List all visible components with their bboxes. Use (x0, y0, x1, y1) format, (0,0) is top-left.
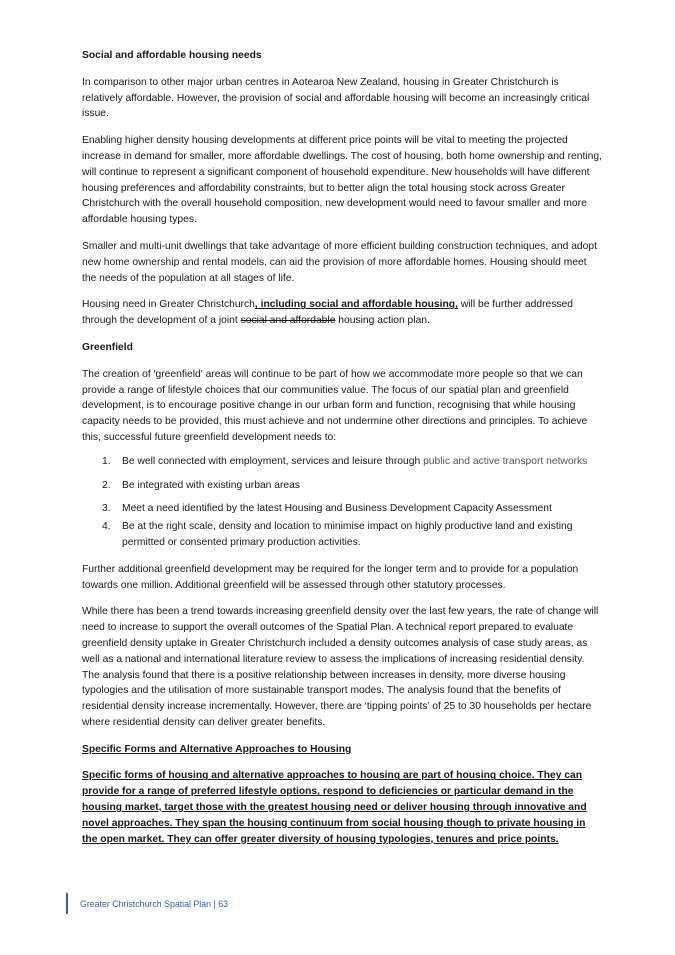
list-item (82, 478, 602, 494)
heading-greenfield: Greenfield (82, 341, 133, 353)
paragraph-social-1: In comparison to other major urban centres in Aotearoa New Zealand, housing in Greater Christchurch is relatively affordable. However, the provision of social and affordable housing will become an increasingly critical issue. (82, 76, 590, 120)
document-page (82, 48, 602, 847)
list-item (82, 519, 602, 551)
list-item (82, 454, 602, 470)
list-number: 4. (102, 521, 111, 533)
greenfield-requirements-list (82, 454, 602, 551)
paragraph-greenfield-intro: The creation of 'greenfield' areas will continue to be part of how we accommodate more people so that we can provide a range of lifestyle choices that our communities value. The focus of our spatial plan and greenfield development, is to encourage positive change in our urban form and function, recognising that while housing capacity needs to be provided, this must achieve and not undermine other directions and principles. To achieve this, successful future greenfield development needs to: (82, 368, 588, 443)
p4-text-c: housing action plan. (335, 315, 430, 327)
list-item (82, 501, 602, 517)
list-text: Be well connected with employment, services and leisure through (122, 455, 424, 467)
paragraph-greenfield-density: While there has been a trend towards increasing greenfield density over the last few years, the rate of change will need to increase to support the overall outcomes of the Spatial Plan. A technical report prepared to evaluate greenfield density uptake in Greater Christchurch included a density outcomes analysis of case study areas, as well as a national and international literature review to assess the implications of increasing residential density. The analysis found that there is a positive relationship between increases in density, more diverse housing typologies and the utilisation of more sustainable transport modes. The analysis found that the benefits of residential density increase incrementally. However, there are ‘tipping points’ of 25 to 30 households per hectare where residential density can deliver greater benefits. (82, 606, 599, 728)
list-number: 3. (102, 503, 111, 515)
paragraph-specific-forms: Specific forms of housing and alternative approaches to housing are part of housing choice. They can provide for a range of preferred lifestyle options, respond to deficiencies or particular demand in the housing market, target those with the greatest housing need or deliver housing through innovative and novel approaches. They span the housing continuum from social housing though to private housing in the open market. They can offer greater diversity of housing typologies, tenures and price points. (82, 770, 587, 845)
list-number: 1. (102, 455, 111, 467)
page-footer (66, 893, 228, 914)
paragraph-social-2: Enabling higher density housing developments at different price points will be vital to meeting the projected increase in demand for smaller, more affordable dwellings. The cost of housing, both home ownership and renting, will continue to represent a significant component of household expenditure. New households will have different housing preferences and affordability constraints, but to better align the total housing stock across Greater Christchurch with the overall household composition, new development would need to favour smaller and more affordable housing types. (82, 135, 602, 226)
paragraph-greenfield-further: Further additional greenfield development may be required for the longer term and to provide for a population towards one million. Additional greenfield will be assessed through other statutory processes. (82, 563, 579, 591)
paragraph-social-3: Smaller and multi-unit dwellings that take advantage of more efficient building construction techniques, and adopt new home ownership and rental models, can aid the provision of more affordable homes. Housing should meet the needs of the population at all stages of life. (82, 240, 597, 284)
list-text: Be at the right scale, density and location to minimise impact on highly productive land and existing permitted or consented primary production activities. (122, 521, 573, 548)
list-text: Be integrated with existing urban areas (122, 479, 301, 491)
p4-text-b: will be further addressed through the development of a joint (82, 299, 573, 327)
list-text: Meet a need identified by the latest Housing and Business Development Capacity Assessment (122, 503, 552, 515)
footer-text: Greater Christchurch Spatial Plan | 63 (80, 898, 228, 909)
struck-text: social and affordable (240, 315, 336, 327)
list-text-extra: public and active transport networks (423, 455, 588, 467)
paragraph-social-4 (82, 297, 602, 329)
p4-text-a: Housing need in Greater Christchurch (82, 299, 255, 311)
list-number: 2. (102, 479, 111, 491)
inserted-text: , including social and affordable housing, (254, 299, 458, 311)
heading-specific-forms: Specific Forms and Alternative Approaches to Housing (82, 743, 352, 755)
heading-social-housing: Social and affordable housing needs (82, 50, 262, 61)
